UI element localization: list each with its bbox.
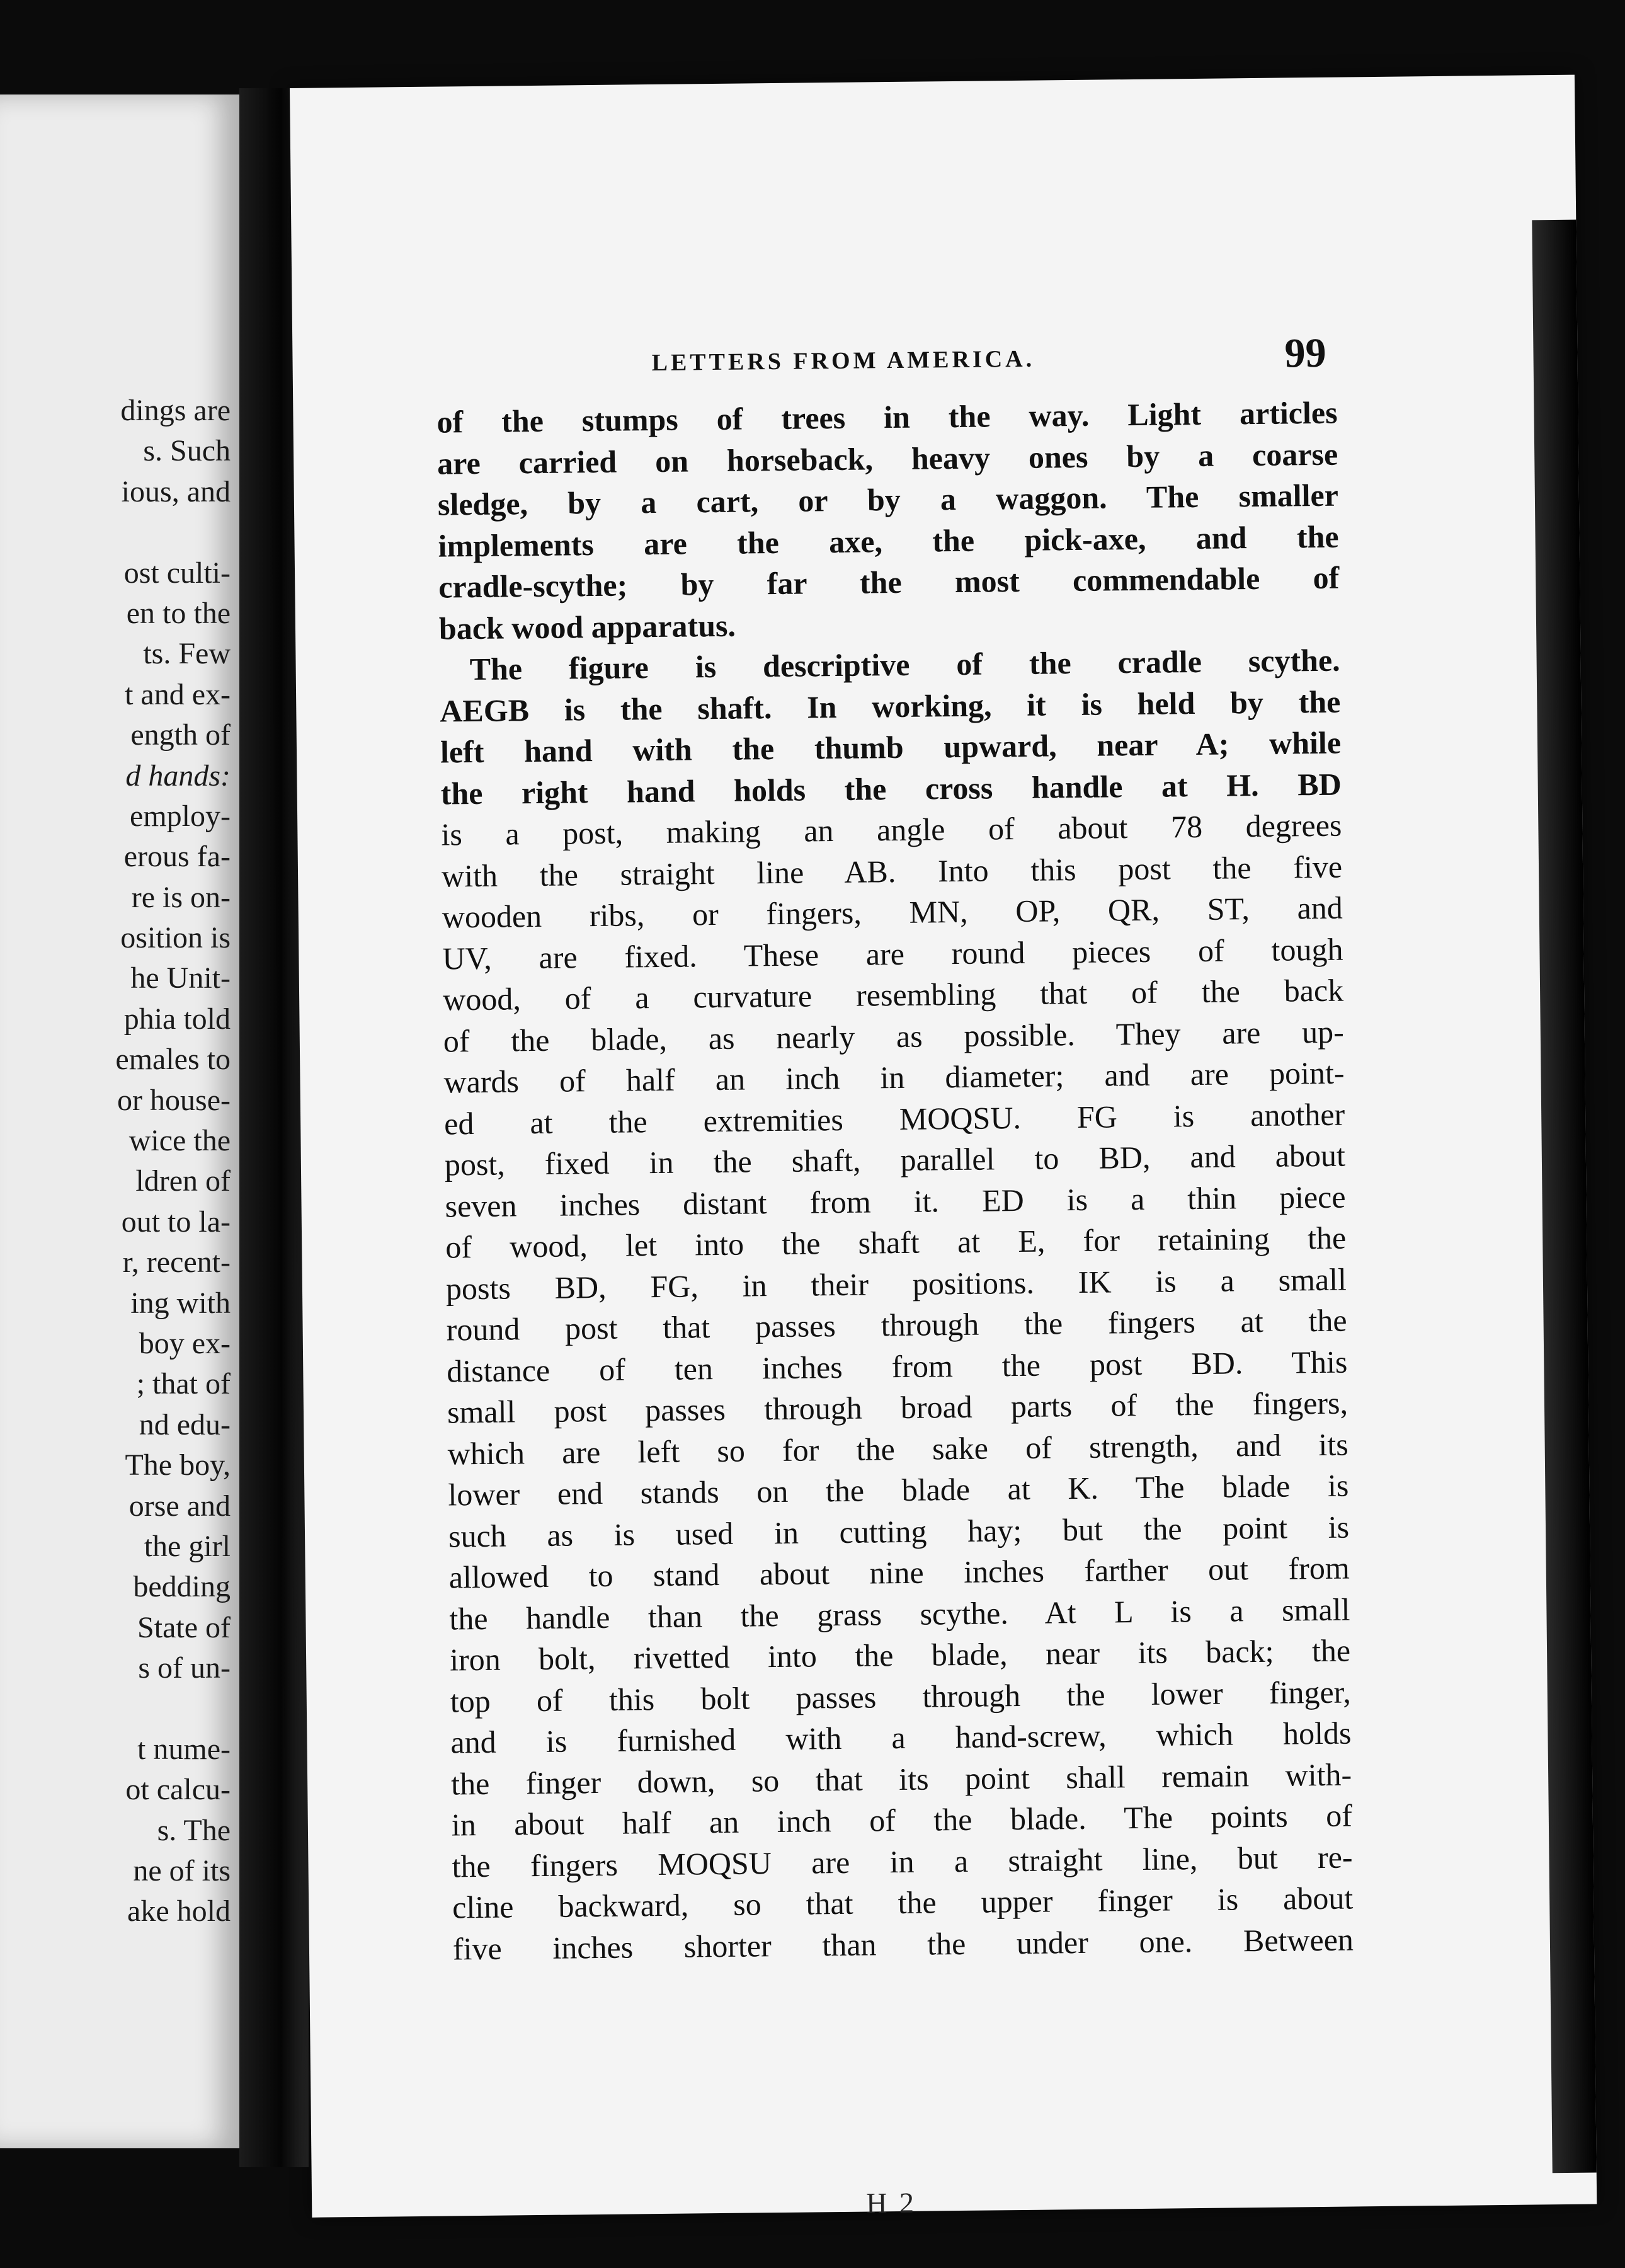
body-line: wood, of a curvature resembling that of the back xyxy=(442,972,1344,1017)
left-page-line: ne of its xyxy=(133,1854,231,1888)
left-page-line: phia told xyxy=(123,1002,231,1036)
running-head: LETTERS FROM AMERICA. xyxy=(651,345,1035,377)
left-page-line: osition is xyxy=(120,921,231,955)
left-page-line: ing with xyxy=(130,1286,231,1320)
left-page-line: ength of xyxy=(130,718,231,752)
body-line: cline backward, so that the upper finger is about xyxy=(452,1880,1354,1925)
left-page-line: ake hold xyxy=(127,1894,231,1928)
left-page-line: d hands: xyxy=(125,759,231,793)
body-line: back wood apparatus. xyxy=(438,607,736,646)
body-line: lower end stands on the blade at K. The blade is xyxy=(448,1467,1349,1513)
body-line: sledge, by a cart, or by a waggon. The smaller xyxy=(437,477,1339,522)
left-page-line: The boy, xyxy=(125,1448,231,1482)
left-page-text xyxy=(4,391,231,1932)
left-page-line: or house- xyxy=(117,1083,231,1117)
body-line: the handle than the grass scythe. At L is a small xyxy=(449,1591,1350,1636)
left-page-line: he Unit- xyxy=(130,961,231,995)
body-line: the fingers MOQSU are in a straight line, but re- xyxy=(452,1838,1353,1884)
left-page-line: nd edu- xyxy=(139,1407,231,1441)
left-page-line: the girl xyxy=(144,1529,231,1563)
body-line: left hand with the thumb upward, near A; while xyxy=(440,724,1342,770)
body-line: AEGB is the shaft. In working, it is held by the xyxy=(440,684,1341,729)
body-line: wooden ribs, or fingers, MN, OP, QR, ST, and xyxy=(442,890,1343,935)
body-line: UV, are fixed. These are round pieces of tough xyxy=(442,931,1343,976)
page-edge-shadow xyxy=(1532,220,1596,2174)
left-page-line: boy ex- xyxy=(139,1326,231,1360)
body-line: and is furnished with a hand-screw, which holds xyxy=(450,1715,1352,1760)
body-line: small post passes through broad parts of the fingers, xyxy=(447,1385,1348,1430)
left-page-line: ; that of xyxy=(136,1367,231,1401)
body-line: cradle-scythe; by far the most commendable of xyxy=(438,559,1340,605)
body-line: the right hand holds the cross handle at H. BD xyxy=(440,766,1342,811)
left-page-line xyxy=(4,1689,231,1729)
left-page-line: orse and xyxy=(128,1489,231,1523)
body-line: are carried on horseback, heavy ones by a coarse xyxy=(436,436,1338,481)
left-page-line: ts. Few xyxy=(143,637,231,671)
body-line: of the blade, as nearly as possible. They are up- xyxy=(443,1014,1345,1059)
signature-mark: H 2 xyxy=(865,2186,917,2219)
left-page-line: ot calcu- xyxy=(125,1773,231,1807)
left-page-line: ldren of xyxy=(135,1164,231,1198)
body-line: distance of ten inches from the post BD. This xyxy=(447,1344,1348,1389)
body-line: the finger down, so that its point shall remain with- xyxy=(450,1756,1352,1801)
left-page-line: t and ex- xyxy=(125,677,231,711)
body-line: iron bolt, rivetted into the blade, near its back; the xyxy=(449,1632,1351,1678)
body-line: top of this bolt passes through the lower finger, xyxy=(450,1673,1352,1719)
left-page-line: re is on- xyxy=(131,880,231,914)
body-line: of wood, let into the shaft at E, for retaining the xyxy=(445,1220,1347,1265)
body-line: five inches shorter than the under one. Between xyxy=(452,1921,1354,1966)
left-page-line: dings are xyxy=(120,394,231,427)
left-page-line: wice the xyxy=(128,1124,231,1158)
body-line: is a post, making an angle of about 78 degrees xyxy=(441,807,1342,852)
body-line: wards of half an inch in diameter; and are point- xyxy=(443,1055,1345,1100)
left-page-line: bedding xyxy=(133,1570,231,1604)
right-page xyxy=(290,75,1597,2218)
left-page-line: t nume- xyxy=(137,1732,231,1766)
left-page-line: en to the xyxy=(126,596,231,630)
body-line: of the stumps of trees in the way. Light articles xyxy=(436,394,1338,440)
body-line: round post that passes through the fingers at the xyxy=(446,1302,1347,1348)
body-line: such as is used in cutting hay; but the point is xyxy=(448,1509,1350,1554)
left-page-line: s. Such xyxy=(143,434,231,468)
body-text xyxy=(436,392,1354,1970)
left-page-line: ost culti- xyxy=(123,556,231,590)
page-number: 99 xyxy=(1284,329,1326,377)
body-line: implements are the axe, the pick-axe, and the xyxy=(438,518,1339,564)
body-line: seven inches distant from it. ED is a thin piece xyxy=(445,1179,1346,1224)
body-line: with the straight line AB. Into this post the five xyxy=(441,849,1343,894)
left-page-line: State of xyxy=(137,1610,231,1644)
body-line: ed at the extremities MOQSU. FG is another xyxy=(443,1096,1345,1142)
left-page-line: erous fa- xyxy=(123,840,231,874)
body-line: allowed to stand about nine inches farther out from xyxy=(448,1550,1350,1595)
left-facing-page xyxy=(0,94,243,2148)
body-line: which are left so for the sake of strength, and its xyxy=(447,1426,1348,1471)
body-line: posts BD, FG, in their positions. IK is a small xyxy=(445,1261,1347,1307)
body-line: in about half an inch of the blade. The points of xyxy=(451,1797,1353,1843)
body-line: post, fixed in the shaft, parallel to BD, and about xyxy=(444,1137,1346,1183)
left-page-line: ious, and xyxy=(121,474,231,508)
body-line: The figure is descriptive of the cradle scythe. xyxy=(469,642,1340,687)
left-page-line: employ- xyxy=(130,799,231,833)
left-page-line: r, recent- xyxy=(122,1246,231,1280)
left-page-line: s. The xyxy=(157,1813,231,1847)
left-page-line: emales to xyxy=(115,1043,231,1077)
left-page-line: s of un- xyxy=(138,1651,231,1685)
left-page-line: out to la- xyxy=(121,1205,231,1239)
left-page-line xyxy=(4,512,231,553)
